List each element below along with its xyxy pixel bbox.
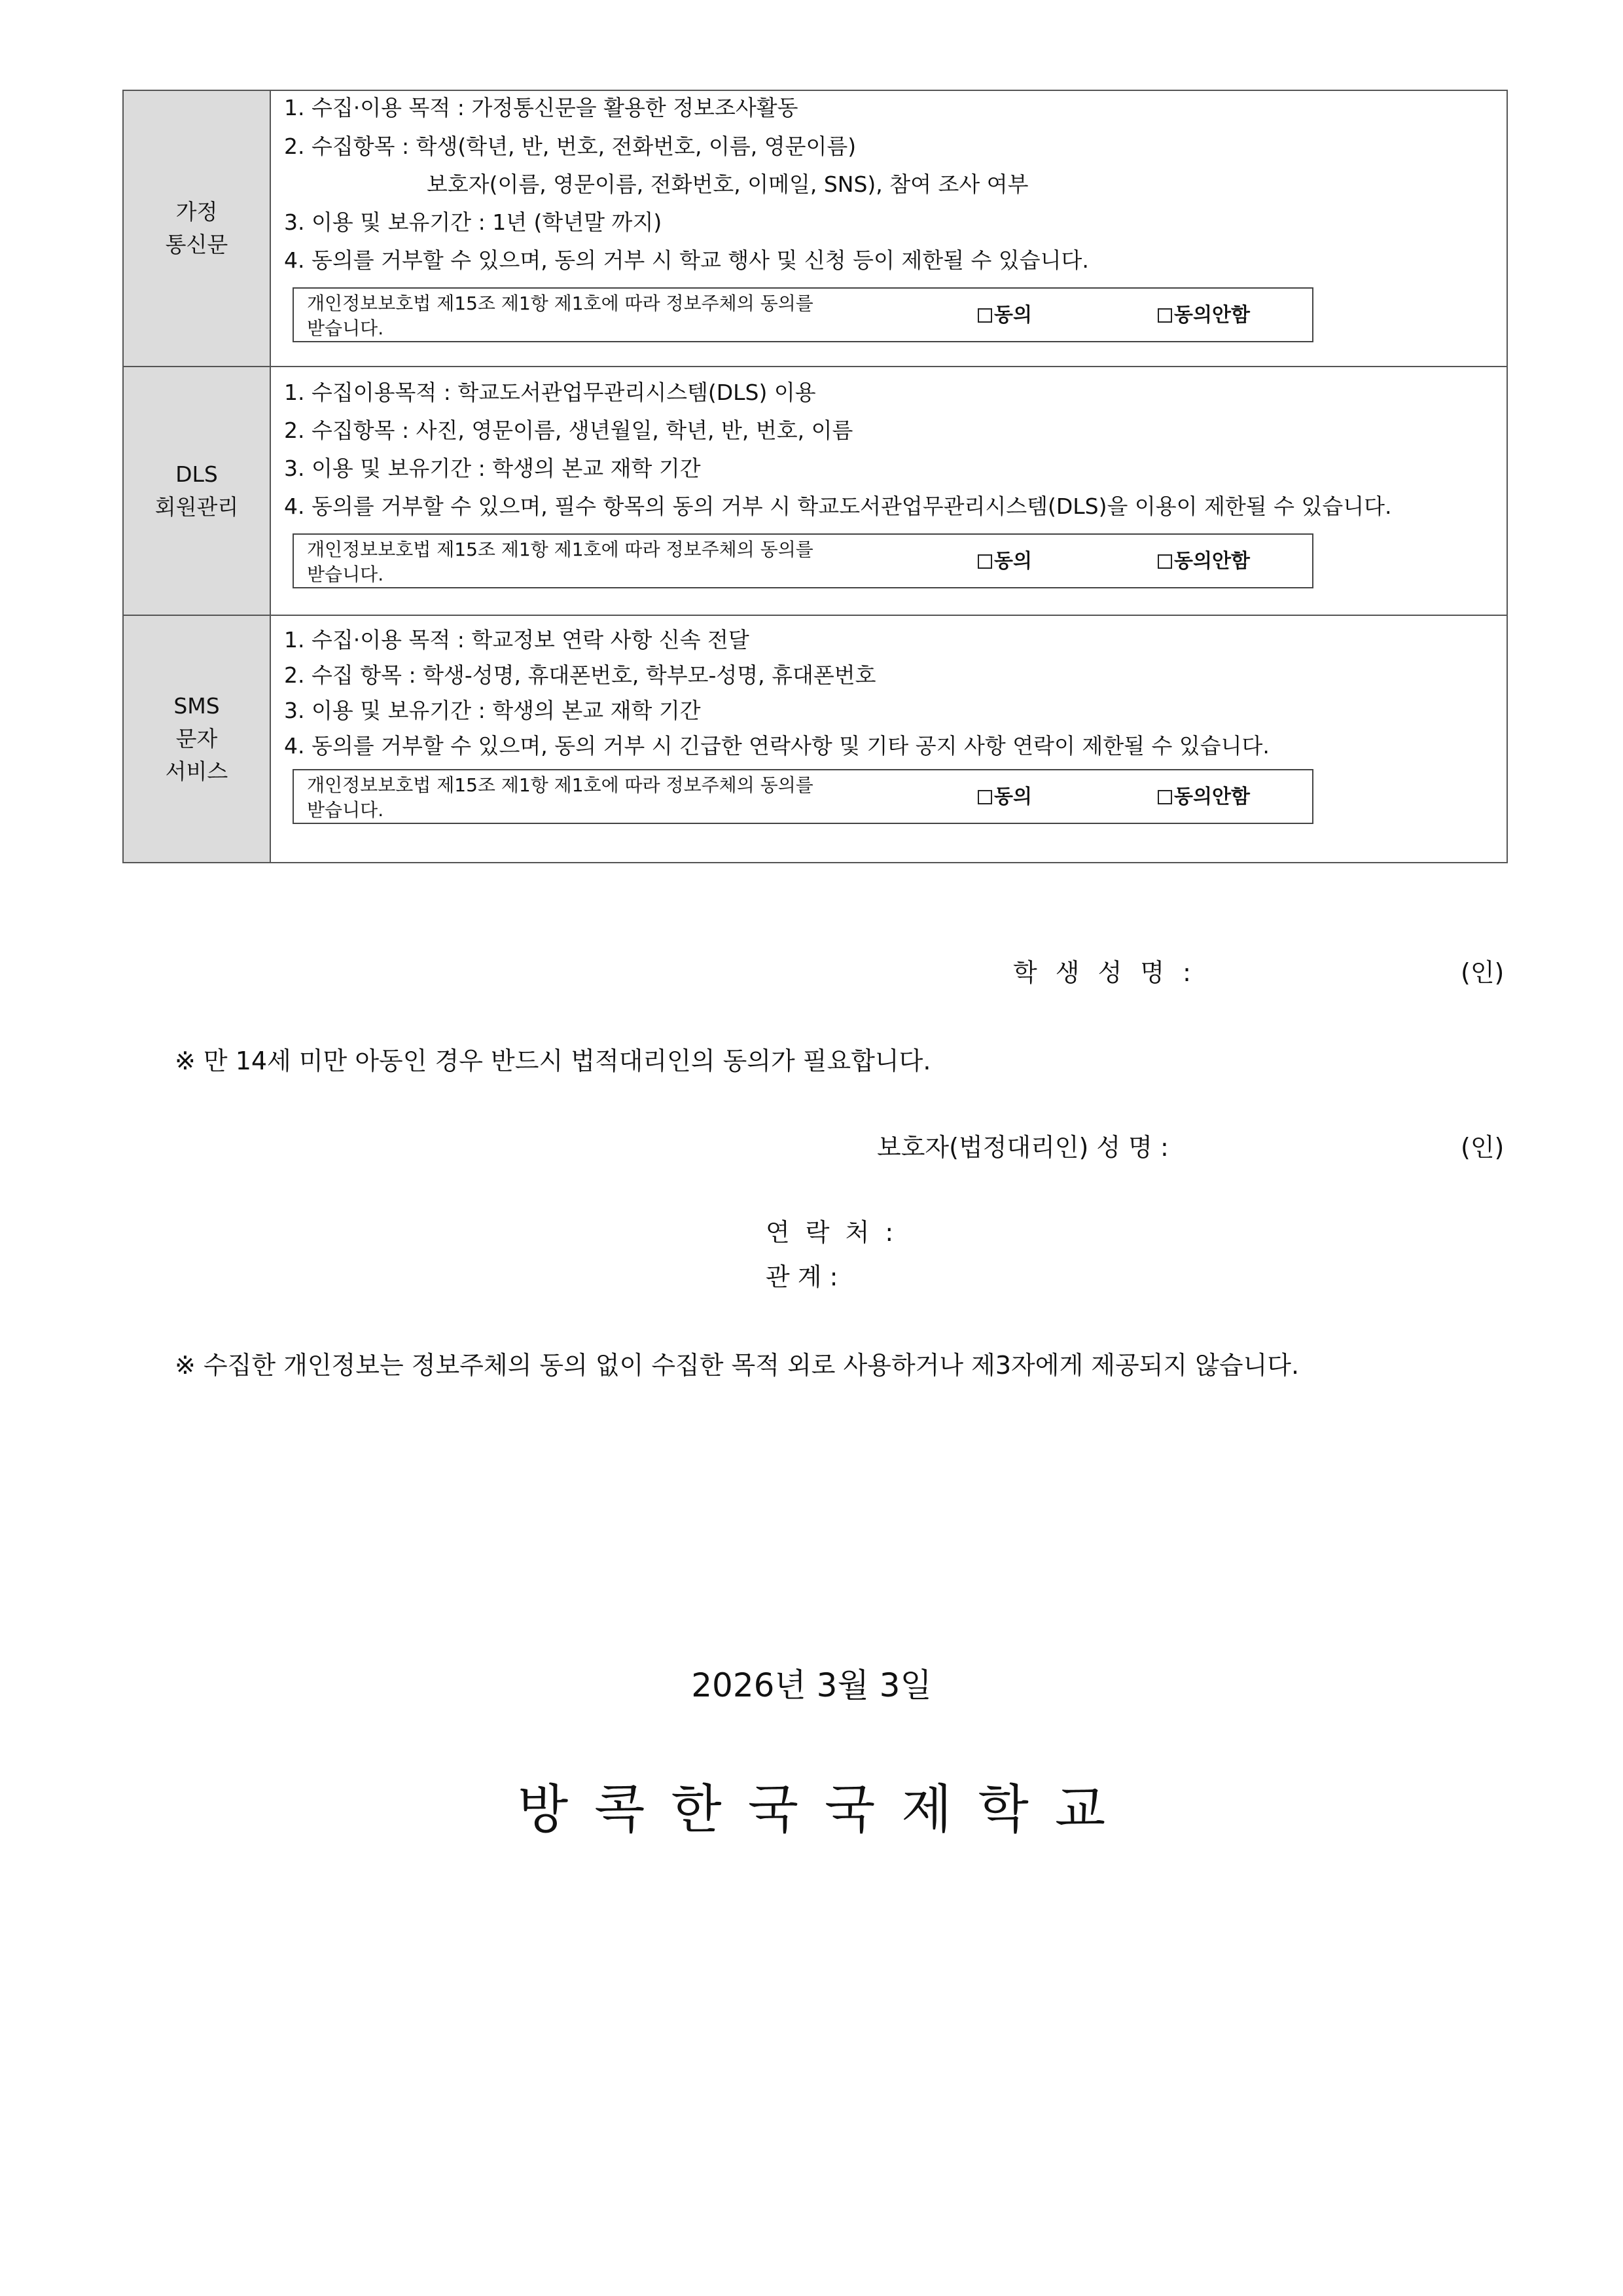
agree-label: 동의 xyxy=(994,304,1032,327)
item-line: 1. 수집·이용 목적 : 학교정보 연락 사항 신속 전달 xyxy=(284,627,749,653)
section-home-newsletter xyxy=(123,90,1507,367)
section-dls-membership xyxy=(123,367,1507,615)
student-seal-mark: (인) xyxy=(1461,958,1505,987)
disagree-label: 동의안함 xyxy=(1174,304,1250,327)
usage-note: ※ 수집한 개인정보는 정보주체의 동의 없이 수집한 목적 외로 사용하거나 제3자에게 제공되지 않습니다. xyxy=(175,1351,1300,1380)
category-label: 문자 xyxy=(175,726,218,751)
disagree-checkbox[interactable] xyxy=(1158,308,1172,323)
guardian-name-label: 보호자(법정대리인) 성 명 : xyxy=(877,1133,1169,1162)
section-sms-service xyxy=(123,615,1507,863)
category-label: SMS xyxy=(173,693,220,719)
item-line: 4. 동의를 거부할 수 있으며, 동의 거부 시 학교 행사 및 신청 등이 제한될 수 있습니다. xyxy=(284,247,1089,273)
consent-box xyxy=(293,287,1313,342)
category-cell xyxy=(123,90,270,367)
disagree-label: 동의안함 xyxy=(1174,785,1250,808)
disagree-checkbox[interactable] xyxy=(1158,790,1172,804)
contact-label: 연 락 처 : xyxy=(766,1218,898,1247)
agree-checkbox[interactable] xyxy=(978,554,992,569)
consent-statement xyxy=(307,291,935,341)
student-name-label: 학 생 성 명 : xyxy=(1013,958,1196,987)
category-cell xyxy=(123,615,270,863)
agree-option[interactable] xyxy=(978,785,1032,810)
content-cell xyxy=(270,90,1507,367)
item-line: 4. 동의를 거부할 수 있으며, 필수 항목의 동의 거부 시 학교도서관업무관리시스템(DLS)을 이용이 제한될 수 있습니다. xyxy=(284,493,1392,519)
disagree-label: 동의안함 xyxy=(1174,550,1250,573)
consent-statement xyxy=(307,773,935,823)
item-line: 4. 동의를 거부할 수 있으며, 동의 거부 시 긴급한 연락사항 및 기타 공지 사항 연락이 제한될 수 있습니다. xyxy=(284,733,1270,759)
category-label: 통신문 xyxy=(165,232,228,257)
agree-option[interactable] xyxy=(978,549,1032,574)
disagree-checkbox[interactable] xyxy=(1158,554,1172,569)
category-label: 가정 xyxy=(175,199,218,224)
consent-table xyxy=(122,90,1508,863)
agree-label: 동의 xyxy=(994,550,1032,573)
agree-checkbox[interactable] xyxy=(978,790,992,804)
item-line: 1. 수집·이용 목적 : 가정통신문을 활용한 정보조사활동 xyxy=(284,95,798,120)
category-label: 서비스 xyxy=(165,759,228,784)
item-line: 3. 이용 및 보유기간 : 1년 (학년말 까지) xyxy=(284,209,662,235)
relation-label: 관 계 : xyxy=(766,1263,838,1291)
item-line: 2. 수집항목 : 학생(학년, 반, 번호, 전화번호, 이름, 영문이름) xyxy=(284,134,857,159)
consent-text-line: 받습니다. xyxy=(307,564,384,585)
category-cell xyxy=(123,367,270,615)
consent-text-line: 받습니다. xyxy=(307,317,384,339)
item-line: 3. 이용 및 보유기간 : 학생의 본교 재학 기간 xyxy=(284,698,701,723)
content-cell xyxy=(270,615,1507,863)
agree-option[interactable] xyxy=(978,303,1032,328)
consent-box xyxy=(293,533,1313,588)
consent-text-line: 받습니다. xyxy=(307,799,384,821)
content-cell xyxy=(270,367,1507,615)
item-line: 1. 수집이용목적 : 학교도서관업무관리시스템(DLS) 이용 xyxy=(284,380,816,405)
agree-label: 동의 xyxy=(994,785,1032,808)
consent-text-line: 개인정보보호법 제15조 제1항 제1호에 따라 정보주체의 동의를 xyxy=(307,539,813,560)
guardian-seal-mark: (인) xyxy=(1461,1133,1505,1162)
item-line: 3. 이용 및 보유기간 : 학생의 본교 재학 기간 xyxy=(284,456,701,481)
consent-text-line: 개인정보보호법 제15조 제1항 제1호에 따라 정보주체의 동의를 xyxy=(307,774,813,796)
disagree-option[interactable] xyxy=(1158,549,1250,574)
disagree-option[interactable] xyxy=(1158,785,1250,810)
item-line: 2. 수집항목 : 사진, 영문이름, 생년월일, 학년, 반, 번호, 이름 xyxy=(284,418,853,443)
category-label: 회원관리 xyxy=(154,494,239,520)
item-line: 보호자(이름, 영문이름, 전화번호, 이메일, SNS), 참여 조사 여부 xyxy=(427,171,1029,197)
consent-statement xyxy=(307,537,935,587)
minor-consent-note: ※ 만 14세 미만 아동인 경우 반드시 법적대리인의 동의가 필요합니다. xyxy=(175,1047,931,1075)
item-line: 2. 수집 항목 : 학생-성명, 휴대폰번호, 학부모-성명, 휴대폰번호 xyxy=(284,662,876,688)
consent-box xyxy=(293,769,1313,824)
consent-text-line: 개인정보보호법 제15조 제1항 제1호에 따라 정보주체의 동의를 xyxy=(307,293,813,314)
document-date: 2026년 3월 3일 xyxy=(691,1666,932,1704)
disagree-option[interactable] xyxy=(1158,303,1250,328)
category-label: DLS xyxy=(175,461,218,487)
school-name: 방콕한국국제학교 xyxy=(517,1779,1132,1840)
agree-checkbox[interactable] xyxy=(978,308,992,323)
